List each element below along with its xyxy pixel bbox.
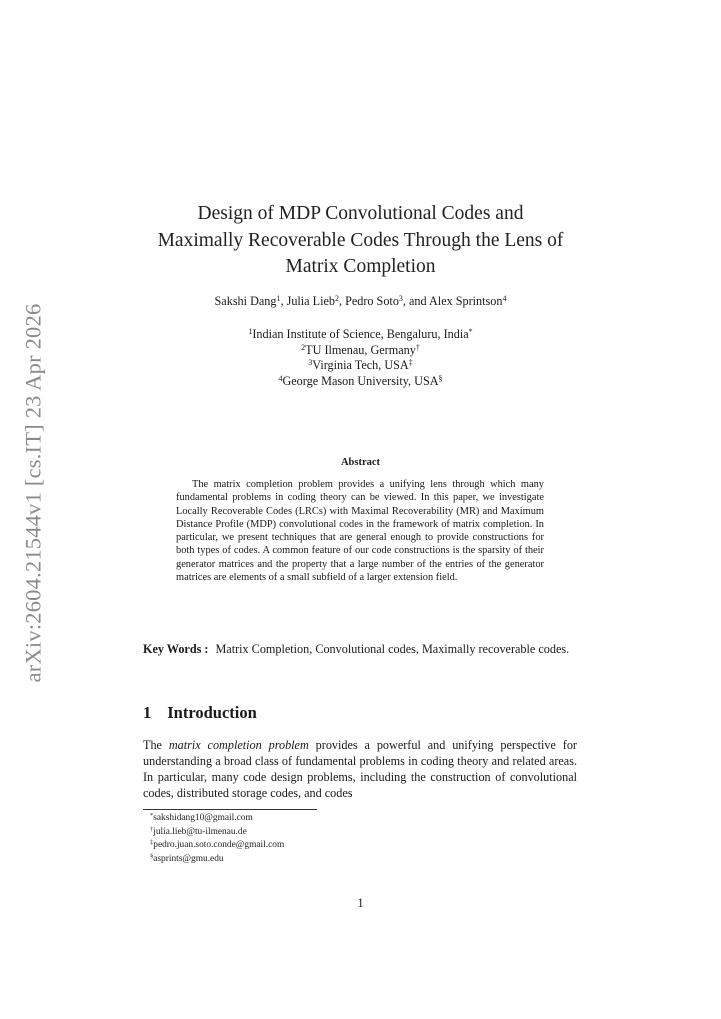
footnote-mark: § [150, 852, 154, 860]
affiliation [0, 327, 721, 343]
intro-lead: The [143, 738, 169, 752]
title-line-1: Design of MDP Convolutional Codes and [197, 203, 524, 224]
footnote-email: sakshidang10@gmail.com [153, 813, 253, 823]
footnote-email: asprints@gmu.edu [153, 853, 224, 864]
affiliation-list [0, 327, 721, 389]
footnote-email: pedro.juan.soto.conde@gmail.com [153, 840, 285, 851]
title-line-3: Matrix Completion [285, 256, 436, 277]
section-title: Introduction [167, 703, 257, 722]
author-list [0, 294, 721, 309]
author-separator: , and [402, 294, 429, 308]
affiliation [0, 358, 721, 374]
footnote [150, 853, 284, 867]
author-name: Julia Lieb [286, 294, 335, 308]
author-name: Alex Sprintson [429, 294, 503, 308]
author-mark: 1 [276, 294, 281, 303]
affiliation-text: Virginia Tech, USA [312, 358, 409, 372]
footnote-mark: * [468, 327, 473, 336]
footnote-mark: § [438, 373, 443, 383]
paper-title [0, 201, 721, 281]
abstract-text: The matrix completion problem provides a unifying lens through which many fundamental problems in coding theory can be viewed. In this paper, we investigate Locally Recoverable Codes (LRCs) with Maximal Recoverability (MR) and Maximum Distance Profile (MDP) convolutional codes in the framework of matrix completion. In particular, we present techniques that are general enough to provide constructions for both types of codes. A common feature of our code constructions is the sparsity of their generator matrices and the property that a large number of the entries of the generator matrices are elements of a small subfield of a larger extension field. [176, 479, 544, 584]
footnote-mark: † [415, 342, 420, 352]
author-name: Sakshi Dang [214, 294, 277, 308]
title-line-2: Maximally Recoverable Codes Through the Lens of [157, 229, 564, 251]
author-separator: , [280, 294, 287, 308]
page-number: 1 [357, 896, 364, 910]
author-mark: 3 [398, 294, 403, 303]
author-name: Pedro Soto [345, 294, 399, 308]
footnote-mark: * [150, 812, 154, 819]
abstract-heading: Abstract [340, 457, 381, 468]
section-number: 1 [143, 703, 152, 722]
footnote-list [150, 812, 284, 866]
footnote-email: julia.lieb@tu-ilmenau.de [153, 826, 247, 837]
footnote-rule [143, 809, 317, 810]
footnote [150, 826, 284, 840]
keywords-text: Matrix Completion, Convolutional codes, Maximally recoverable codes. [215, 642, 570, 656]
affiliation-text: Indian Institute of Science, Bengaluru, India [252, 327, 469, 341]
affiliation [0, 343, 721, 359]
affiliation-mark: 4 [278, 373, 283, 383]
affiliation-text: George Mason University, USA [282, 373, 439, 388]
arxiv-id: arXiv:2604.21544v1 [cs.IT] 23 Apr 2026 [20, 303, 46, 683]
affiliation-mark: 1 [248, 327, 253, 336]
intro-paragraph [143, 737, 577, 801]
footnote-mark: ‡ [408, 358, 413, 367]
keywords-label: Key Words : [143, 642, 209, 656]
intro-rest: provides a powerful and unifying perspective for understanding a broad class of fundamental problems in coding theory and related areas. In particular, many code design problems, including the construction of convolutional codes, distributed storage codes, and codes [143, 738, 577, 801]
keywords [143, 641, 577, 658]
affiliation-mark: 2 [301, 342, 306, 352]
footnote [150, 812, 284, 826]
affiliation [0, 374, 721, 390]
footnote-mark: ‡ [150, 839, 154, 847]
author-mark: 4 [502, 294, 507, 303]
author-separator: , [338, 294, 346, 308]
footnote-mark: † [150, 825, 154, 833]
affiliation-mark: 3 [308, 358, 313, 367]
author-mark: 2 [334, 294, 339, 303]
footnote [150, 839, 284, 853]
section-heading [143, 703, 257, 723]
intro-emphasis: matrix completion problem [168, 738, 309, 752]
affiliation-text: TU Ilmenau, Germany [305, 342, 416, 357]
